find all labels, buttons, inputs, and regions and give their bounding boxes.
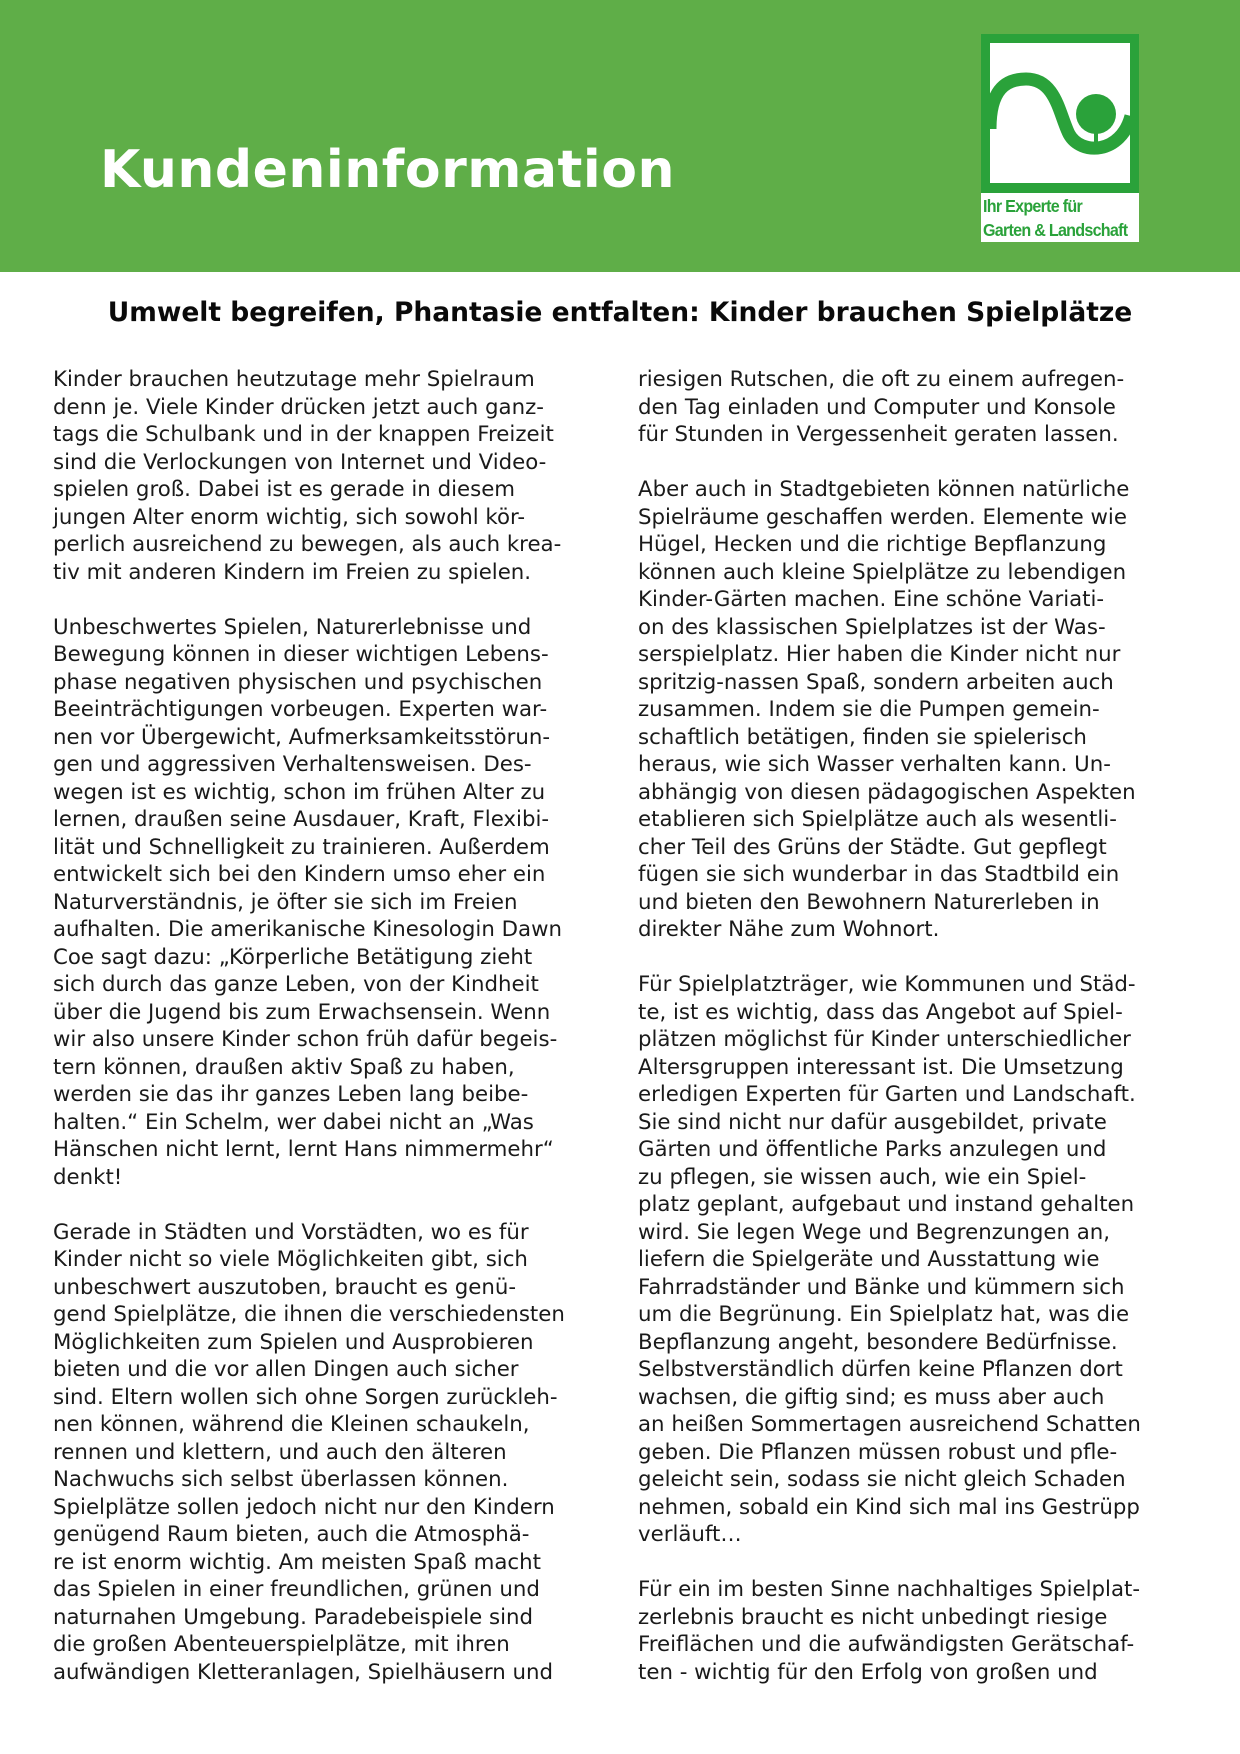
text-line: tags die Schulbank und in der knappen Freizeit	[53, 422, 554, 447]
text-line: das Spielen in einer freundlichen, grünen und	[53, 1577, 540, 1602]
text-line: wir also unsere Kinder schon früh dafür begeis-	[53, 1027, 558, 1052]
text-line: Kinder brauchen heutzutage mehr Spielraum	[53, 367, 535, 392]
text-line: Möglichkeiten zum Spielen und Ausprobieren	[53, 1329, 534, 1355]
text-line: rennen und klettern, und auch den älteren	[53, 1439, 507, 1465]
text-line: geben. Die Pflanzen müssen robust und pfle-	[638, 1439, 1118, 1465]
text-line: sich durch das ganze Leben, von der Kindheit	[53, 972, 539, 997]
text-line: nehmen, sobald ein Kind sich mal ins Gestrüpp	[638, 1494, 1140, 1520]
text-line: nen können, während die Kleinen schaukeln,	[53, 1412, 530, 1437]
text-line: on des klassischen Spielplatzes ist der Was-	[638, 614, 1106, 640]
text-line: den Tag einladen und Computer und Konsole	[638, 394, 1116, 420]
text-line: aufwändigen Kletteranlagen, Spielhäusern und	[53, 1659, 554, 1685]
text-line: jungen Alter enorm wichtig, sich sowohl kör-	[53, 504, 526, 530]
text-line: Beeinträchtigungen vorbeugen. Experten war-	[53, 697, 548, 722]
text-line: spielen groß. Dabei ist es gerade in diesem	[53, 477, 516, 502]
text-line: direkter Nähe zum Wohnort.	[638, 917, 940, 942]
text-line: halten.“ Ein Schelm, wer dabei nicht an „Was	[53, 1109, 534, 1135]
text-line: gen und aggressiven Verhaltensweisen. Des-	[53, 752, 532, 777]
body-paragraph	[638, 971, 1198, 1549]
text-line: für Stunden in Vergessenheit geraten lassen.	[638, 422, 1119, 447]
text-line: Gärten und öffentliche Parks anzulegen und	[638, 1137, 1107, 1162]
text-line: wachsen, die giftig sind; es muss aber auch	[638, 1384, 1105, 1410]
text-line: abhängig von diesen pädagogischen Aspekten	[638, 779, 1136, 805]
text-line: gend Spielplätze, die ihnen die verschiedensten	[53, 1302, 565, 1327]
text-line: und bieten den Bewohnern Naturerleben in	[638, 889, 1100, 915]
text-line: etablieren sich Spielplätze auch als wesentli-	[638, 807, 1117, 832]
text-line: Gerade in Städten und Vorstädten, wo es für	[53, 1219, 529, 1245]
text-line: an heißen Sommertagen ausreichend Schatten	[638, 1412, 1141, 1437]
text-line: heraus, wie sich Wasser verhalten kann. Un-	[638, 752, 1111, 777]
text-line: können auch kleine Spielplätze zu lebendigen	[638, 559, 1127, 585]
text-line: geleicht sein, sodass sie nicht gleich Schaden	[638, 1467, 1126, 1492]
text-line: Spielplätze sollen jedoch nicht nur den Kindern	[53, 1494, 555, 1520]
body-paragraph	[53, 366, 613, 586]
logo-tagline-line-1: Ihr Experte für	[983, 196, 1083, 216]
text-line: lität und Schnelligkeit zu trainieren. Außerdem	[53, 834, 550, 860]
text-line: entwickelt sich bei den Kindern umso eher ein	[53, 862, 546, 887]
text-line: re ist enorm wichtig. Am meisten Spaß macht	[53, 1549, 541, 1575]
text-line: lernen, draußen seine Ausdauer, Kraft, Flexibi-	[53, 807, 550, 832]
text-line: wird. Sie legen Wege und Begrenzungen an,	[638, 1219, 1111, 1245]
landscape-wave-tree-logo-icon	[981, 34, 1139, 194]
text-line: genügend Raum bieten, auch die Atmosphä-	[53, 1522, 530, 1547]
text-line: Spielräume geschaffen werden. Elemente wie	[638, 504, 1127, 530]
paragraph-spacer	[53, 586, 613, 614]
body-paragraph	[638, 366, 1198, 449]
text-line: zerlebnis braucht es nicht unbedingt riesige	[638, 1604, 1108, 1630]
text-line: zu pflegen, sie wissen auch, wie ein Spiel-	[638, 1164, 1087, 1190]
logo-tagline-line-2: Garten & Landschaft	[983, 220, 1128, 240]
text-line: werden sie das ihr ganzes Leben lang beibe-	[53, 1082, 529, 1107]
paragraph-spacer	[638, 1549, 1198, 1577]
text-line: plätzen möglichst für Kinder unterschiedlicher	[638, 1027, 1131, 1052]
text-line: Sie sind nicht nur dafür ausgebildet, private	[638, 1109, 1107, 1135]
paragraph-spacer	[638, 944, 1198, 972]
text-line: fügen sie sich wunderbar in das Stadtbild ein	[638, 862, 1120, 887]
text-line: Fahrradständer und Bänke und kümmern sich	[638, 1274, 1125, 1300]
text-line: die großen Abenteuerspielplätze, mit ihren	[53, 1632, 510, 1657]
text-line: aufhalten. Die amerikanische Kinesologin Dawn	[53, 917, 562, 942]
text-line: denn je. Viele Kinder drücken jetzt auch ganz-	[53, 394, 544, 420]
text-line: denkt!	[53, 1164, 123, 1190]
text-line: riesigen Rutschen, die oft zu einem aufregen-	[638, 367, 1125, 392]
text-line: sind. Eltern wollen sich ohne Sorgen zurückleh-	[53, 1384, 558, 1410]
right-column	[638, 366, 1198, 1686]
text-line: Nachwuchs sich selbst überlassen können.	[53, 1467, 509, 1492]
company-logo	[981, 34, 1139, 242]
text-line: Freiflächen und die aufwändigsten Gerätschaf-	[638, 1632, 1135, 1657]
body-paragraph	[53, 1219, 613, 1687]
text-line: zusammen. Indem sie die Pumpen gemein-	[638, 697, 1100, 722]
text-line: Für ein im besten Sinne nachhaltiges Spielplat-	[638, 1577, 1141, 1602]
text-line: Bewegung können in dieser wichtigen Lebens-	[53, 642, 549, 667]
text-line: naturnahen Umgebung. Paradebeispiele sind	[53, 1604, 534, 1630]
text-line: wegen ist es wichtig, schon im frühen Alter zu	[53, 779, 546, 805]
text-line: schaftlich betätigen, finden sie spielerisch	[638, 724, 1087, 750]
paragraph-spacer	[638, 449, 1198, 477]
text-line: Für Spielplatzträger, wie Kommunen und Städ-	[638, 972, 1136, 997]
text-line: erledigen Experten für Garten und Landschaft.	[638, 1082, 1136, 1107]
text-line: Coe sagt dazu: „Körperliche Betätigung zieht	[53, 944, 533, 970]
text-line: Bepflanzung angeht, besondere Bedürfnisse.	[638, 1329, 1118, 1355]
text-line: te, ist es wichtig, dass das Angebot auf Spiel-	[638, 999, 1123, 1025]
text-line: über die Jugend bis zum Erwachsensein. Wenn	[53, 999, 551, 1025]
text-line: Hänschen nicht lernt, lernt Hans nimmermehr“	[53, 1137, 554, 1162]
text-line: Hügel, Hecken und die richtige Bepflanzung	[638, 532, 1107, 557]
text-line: verläuft…	[638, 1522, 742, 1547]
text-line: nen vor Übergewicht, Aufmerksamkeitsstörun-	[53, 724, 551, 750]
text-line: serspielplatz. Hier haben die Kinder nicht nur	[638, 642, 1121, 667]
text-line: platz geplant, aufgebaut und instand gehalten	[638, 1192, 1135, 1217]
text-line: liefern die Spielgeräte und Ausstattung wie	[638, 1247, 1100, 1272]
paragraph-spacer	[53, 1191, 613, 1219]
body-paragraph	[638, 1576, 1198, 1686]
article-headline: Umwelt begreifen, Phantasie entfalten: Kinder brauchen Spielplätze	[107, 297, 1133, 328]
text-line: Altersgruppen interessant ist. Die Umsetzung	[638, 1054, 1124, 1080]
text-line: Selbstverständlich dürfen keine Pflanzen dort	[638, 1357, 1123, 1382]
text-line: unbeschwert auszutoben, braucht es genü-	[53, 1274, 517, 1300]
text-line: bieten und die vor allen Dingen auch sicher	[53, 1357, 519, 1382]
page-title: Kundeninformation	[100, 140, 675, 200]
text-line: Unbeschwertes Spielen, Naturerlebnisse und	[53, 614, 532, 640]
text-line: spritzig-nassen Spaß, sondern arbeiten auch	[638, 669, 1114, 695]
text-line: Kinder nicht so viele Möglichkeiten gibt, sich	[53, 1247, 528, 1272]
header-band	[0, 0, 1240, 272]
left-column	[53, 366, 613, 1686]
text-line: sind die Verlockungen von Internet und Video-	[53, 449, 547, 475]
text-line: um die Begrünung. Ein Spielplatz hat, was die	[638, 1302, 1130, 1327]
text-line: perlich ausreichend zu bewegen, als auch krea-	[53, 532, 562, 557]
text-line: Kinder-Gärten machen. Eine schöne Variati-	[638, 587, 1105, 612]
text-line: phase negativen physischen und psychischen	[53, 669, 543, 695]
text-line: Naturverständnis, je öfter sie sich im Freien	[53, 889, 518, 915]
text-line: ten - wichtig für den Erfolg von großen und	[638, 1659, 1098, 1685]
text-line: cher Teil des Grüns der Städte. Gut gepflegt	[638, 834, 1107, 860]
logo-tagline	[983, 194, 1127, 242]
body-paragraph	[53, 614, 613, 1192]
text-line: Aber auch in Stadtgebieten können natürliche	[638, 477, 1130, 502]
text-line: tiv mit anderen Kindern im Freien zu spielen.	[53, 559, 532, 585]
text-line: tern können, draußen aktiv Spaß zu haben,	[53, 1054, 515, 1080]
body-paragraph	[638, 476, 1198, 944]
